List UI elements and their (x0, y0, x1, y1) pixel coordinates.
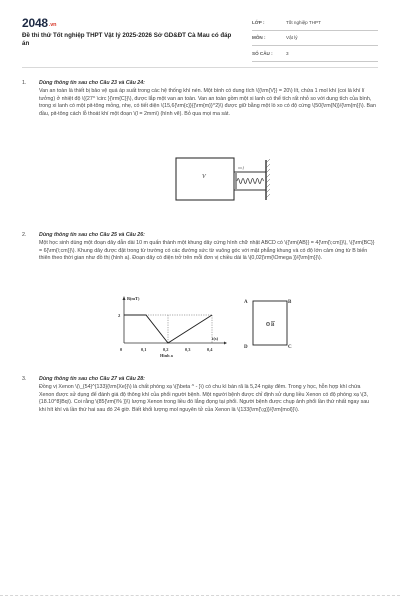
question-number: 2. (22, 232, 27, 238)
x-arrow (224, 342, 227, 345)
meta-row-count (252, 46, 378, 62)
y-arrow (123, 296, 126, 300)
corner-d: D (244, 345, 248, 350)
y-tick-2: 2 (118, 313, 121, 318)
question-number: 1. (22, 80, 27, 86)
question-heading: Dùng thông tin sau cho Câu 25 và Câu 26: (39, 232, 145, 238)
meta-row-class (252, 15, 378, 31)
x-axis-label: t(s) (212, 336, 219, 341)
question-heading: Dùng thông tin sau cho Câu 27 và Câu 28: (39, 376, 145, 382)
meta-value: 3 (286, 50, 289, 56)
meta-value: Tốt nghiệp THPT (286, 19, 321, 25)
corner-a: A (244, 300, 248, 305)
logo-brand: 2048 (22, 16, 48, 30)
exam-meta (252, 15, 378, 62)
tank-label: V (202, 174, 206, 180)
meta-value: Vật lý (286, 35, 298, 41)
frame-rect (253, 301, 287, 345)
graph-caption: Hình a (160, 353, 173, 358)
valve-figure (170, 150, 280, 210)
meta-key: LỚP : (252, 19, 265, 25)
meta-key: MÔN : (252, 35, 266, 41)
x-tick: 0 (120, 347, 123, 352)
x-tick: 0,3 (185, 347, 191, 352)
question-heading: Dùng thông tin sau cho Câu 23 và Câu 24: (39, 80, 145, 86)
x-tick: 0,4 (207, 347, 213, 352)
question-body (39, 384, 376, 415)
gap-label: l (242, 165, 244, 171)
page-bottom-divider (0, 595, 400, 596)
question-number: 3. (22, 376, 27, 382)
page-header (0, 0, 400, 62)
question-paragraph: Một học sinh dùng một đoạn dây dẫn dài 10 m quấn thành một khung dây cứng hình chữ nhật ABCD có \({\rm{AB}} = 4{\rm{\;cm}}\), \({\rm{BC}} = 6{\rm{\;cm}}\). Khung dây được đặt trong từ trường có các đường sức từ vuông góc với mặt phẳng khung và có độ lớn cảm ứng từ B biến thiên theo thời gian như đồ thị (hình a). Đoạn dây có điện trở trên mỗi đơn vị chiều dài là \(0,02{\rm{\Omega }}/{\rm{m}}\). (39, 239, 375, 262)
frame-abcd (243, 296, 303, 356)
b-curve (124, 315, 212, 343)
x-tick: 0,1 (141, 347, 147, 352)
question-body (39, 88, 376, 119)
corner-b: B (288, 300, 292, 305)
question-paragraph: Đồng vị Xenon \(\_{54}^{133}{\rm{Xe}}\) là chất phóng xạ \({\beta ^ - }\) có chu kì bán rã là 5,24 ngày đêm. Trong y học, hỗn hợp khí chứa Xenon được sử dụng để đánh giá độ thông khí của phổi người bệnh. Một người bệnh được chỉ định sử dụng liều Xenon có độ phóng xạ \(3,{18.10^8}Bq\). Coi rằng \(85{\rm{\% }}\) lượng Xenon trong liều đó lắng đọng tại phổi. Người bệnh được chụp ảnh phổi lần thứ nhất ngay sau khi hít khí và lần thứ hai sau đó 24 giờ. Biết khối lượng mol nguyên tử của Xenon là \(133{\rm{\;g}}/{\rm{mol}}\). (39, 383, 370, 413)
meta-key: SỐ CÂU : (252, 50, 273, 56)
corner-c: C (288, 345, 292, 350)
question-paragraph: Van an toàn là thiết bị bảo vệ quá áp suất trong các hệ thống khí nén. Một bình có dung tích \({\rm{V}} = 20\) lít, chứa 1 mol khí (coi là khí lí tưởng) ở nhiệt độ \({27^ \circ }{\rm{C}}\), được lắp một van an toàn. Van an toàn gồm một xi lanh có thể tích rất nhỏ so với dung tích của bình, trong xi lanh có một pit-tông mỏng, nhẹ, có tiết diện \(15,6{\rm{c}}{{\rm{m}}^2}\) được giữ bằng một lò xo có độ cứng \(50{\rm{N}}/{\rm{m}}\). Ban đầu, pit-tông cách lỗ thoát khí một đoạn \(l = 2mm\) (hình vẽ). Bỏ qua mọi ma sát. (39, 87, 376, 117)
question-3 (22, 376, 378, 476)
site-logo[interactable] (22, 16, 56, 30)
question-body (39, 240, 376, 263)
logo-suffix: .vn (48, 22, 57, 28)
meta-row-subject (252, 31, 378, 47)
exam-title: Đề thi thử Tốt nghiệp THPT Vật lý 2025-2026 Sở GD&ĐT Cà Mau có đáp án (22, 32, 232, 47)
y-axis-label: B(mT) (127, 296, 140, 301)
x-tick: 0,2 (163, 347, 169, 352)
header-divider (22, 67, 378, 68)
graph-b-vs-t (112, 293, 232, 358)
field-symbol: B (271, 323, 275, 328)
